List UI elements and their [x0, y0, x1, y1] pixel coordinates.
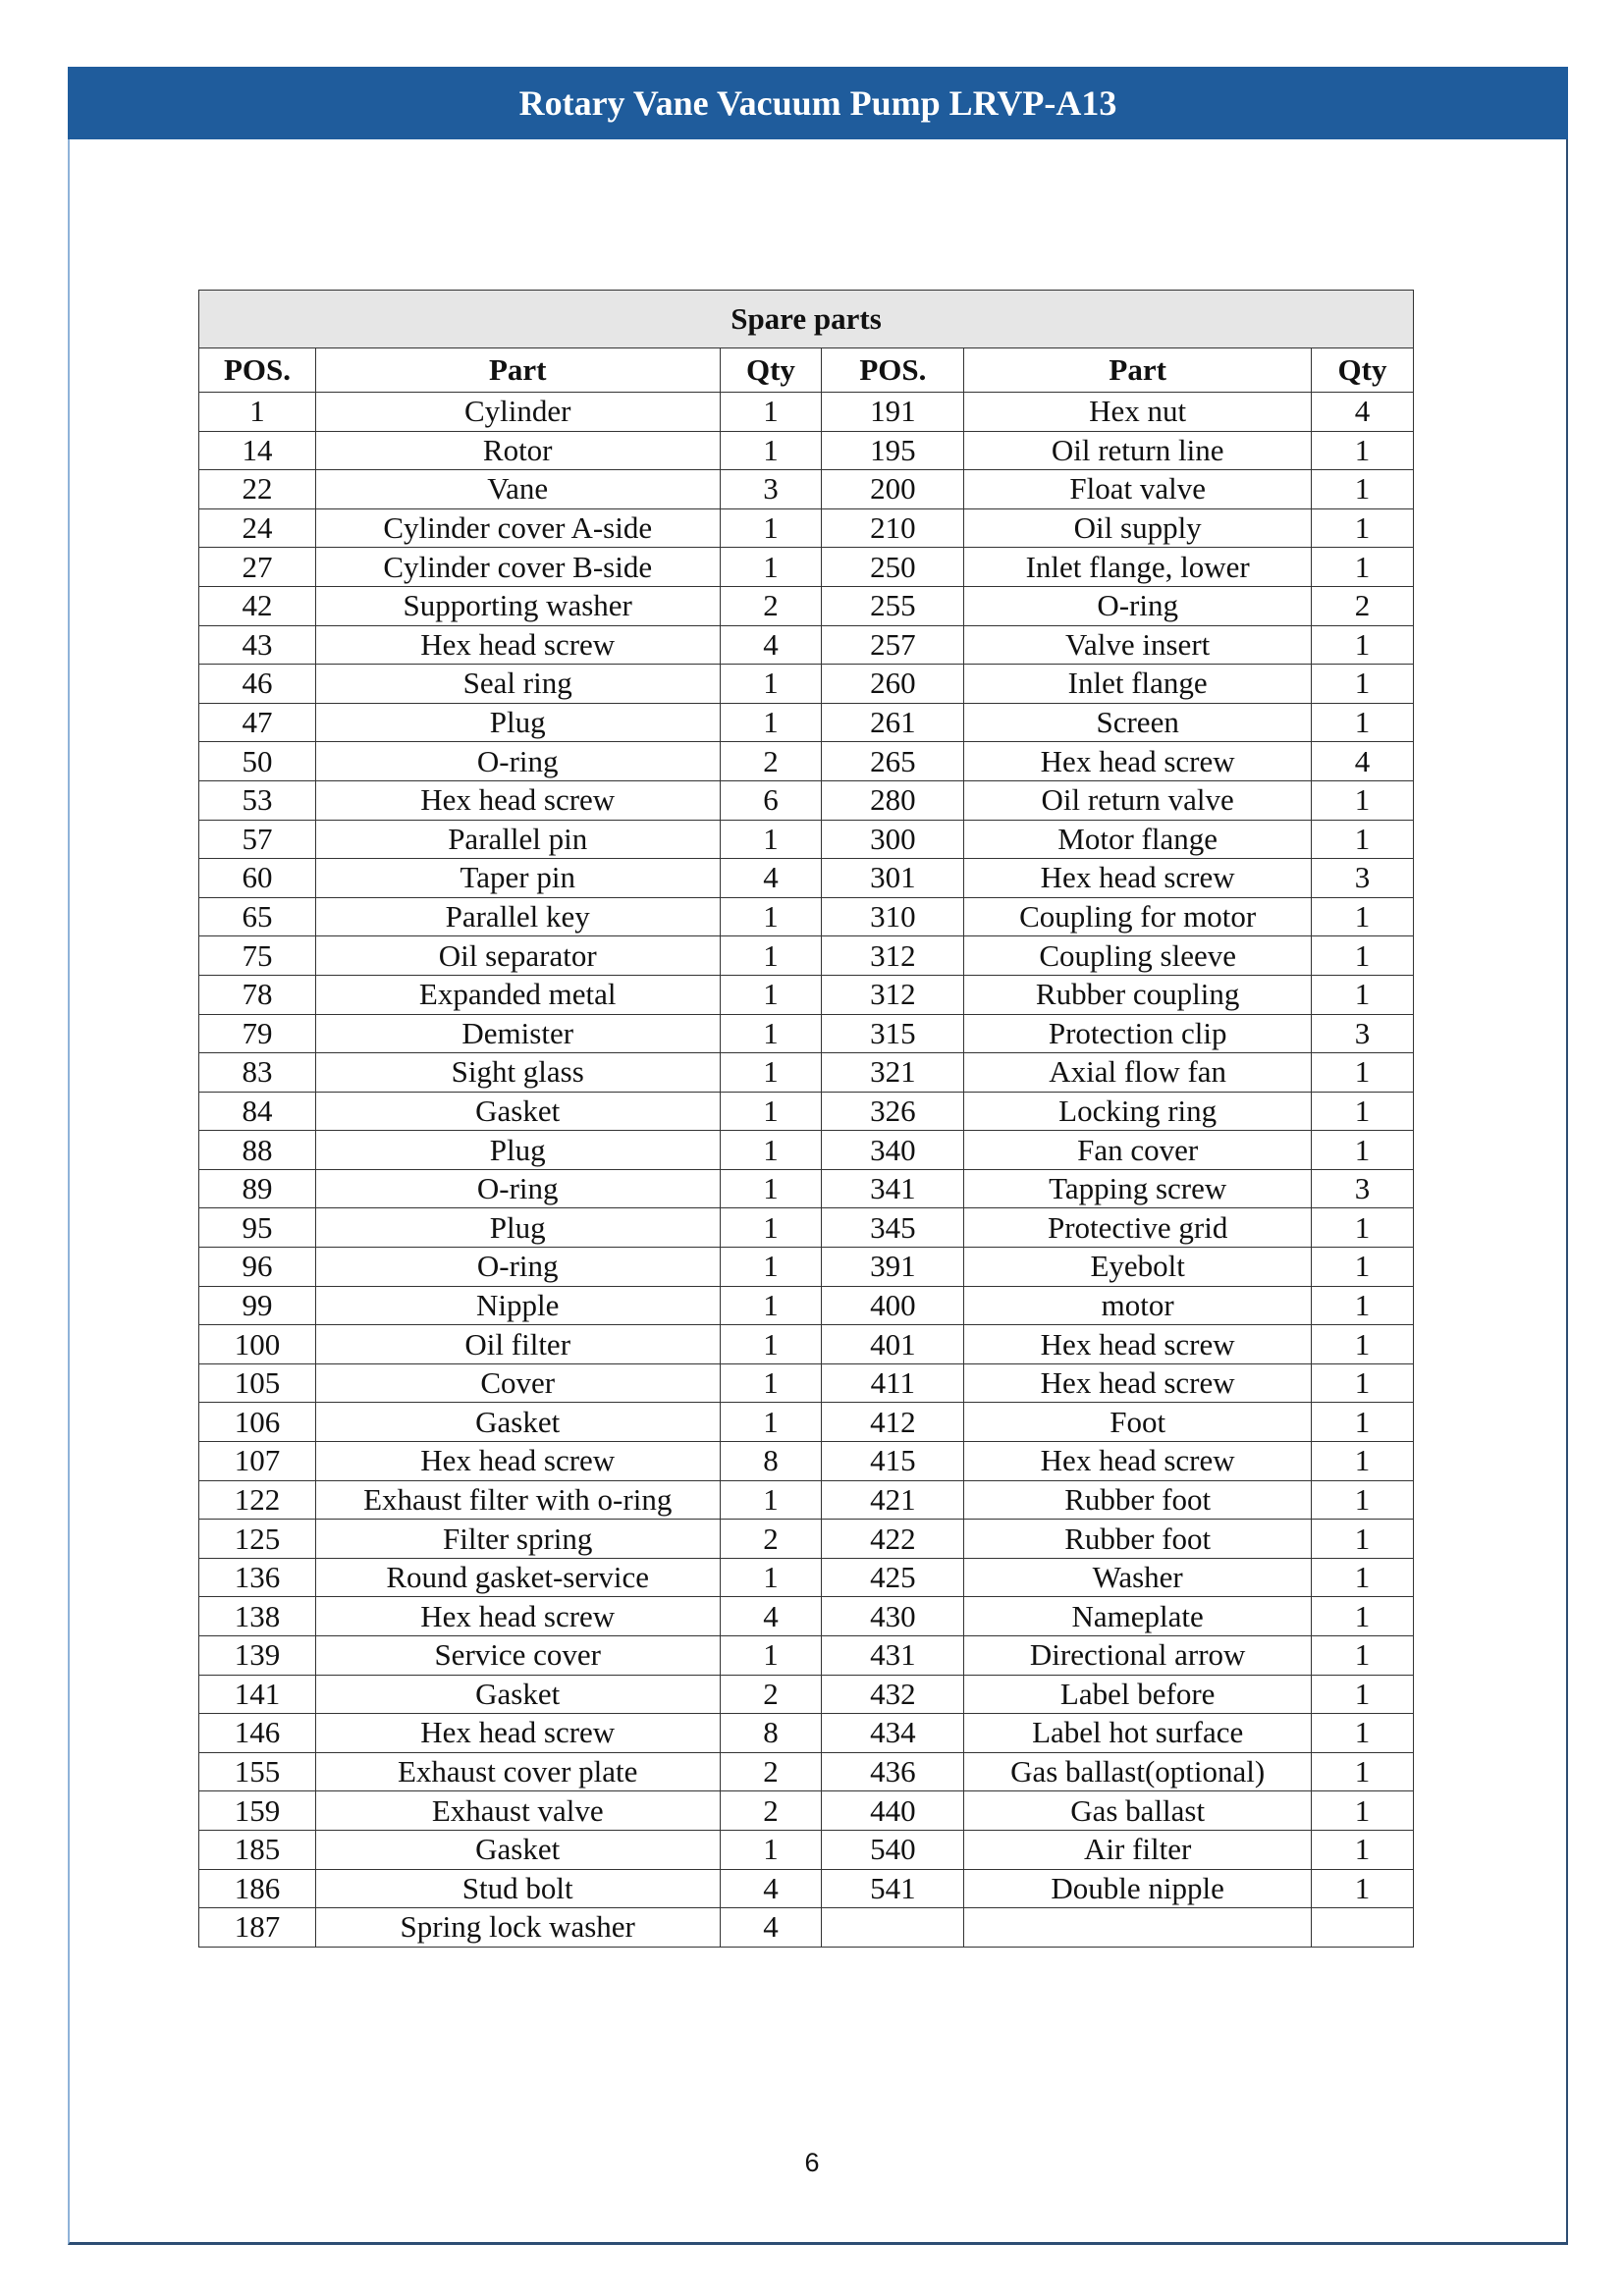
cell-part: Exhaust cover plate — [315, 1752, 720, 1791]
cell-part: Stud bolt — [315, 1869, 720, 1908]
cell-qty: 1 — [1312, 703, 1414, 742]
cell-qty: 2 — [720, 1791, 822, 1831]
cell-pos: 122 — [199, 1480, 316, 1520]
cell-qty: 1 — [720, 1092, 822, 1131]
cell-pos: 436 — [822, 1752, 964, 1791]
cell-pos: 301 — [822, 859, 964, 898]
cell-part: Cylinder cover A-side — [315, 508, 720, 548]
cell-pos: 401 — [822, 1325, 964, 1364]
cell-pos: 187 — [199, 1908, 316, 1948]
table-row — [199, 1248, 1414, 1287]
cell-qty: 1 — [1312, 1558, 1414, 1597]
cell-pos: 265 — [822, 742, 964, 781]
cell-qty: 2 — [720, 742, 822, 781]
cell-part: Axial flow fan — [964, 1053, 1312, 1093]
cell-qty: 1 — [720, 1325, 822, 1364]
cell-pos: 312 — [822, 936, 964, 976]
cell-pos: 280 — [822, 780, 964, 820]
cell-qty: 4 — [720, 1597, 822, 1636]
cell-qty: 1 — [720, 1636, 822, 1676]
table-row — [199, 897, 1414, 936]
cell-pos: 415 — [822, 1442, 964, 1481]
table-row — [199, 431, 1414, 470]
cell-qty: 2 — [720, 586, 822, 625]
cell-qty: 2 — [1312, 586, 1414, 625]
cell-pos: 185 — [199, 1830, 316, 1869]
cell-pos: 541 — [822, 1869, 964, 1908]
cell-part: O-ring — [315, 1169, 720, 1208]
table-row — [199, 1169, 1414, 1208]
cell-pos: 100 — [199, 1325, 316, 1364]
cell-pos: 310 — [822, 897, 964, 936]
cell-qty: 3 — [720, 470, 822, 509]
table-row — [199, 936, 1414, 976]
cell-pos: 260 — [822, 665, 964, 704]
cell-part: Valve insert — [964, 625, 1312, 665]
cell-qty: 1 — [1312, 1675, 1414, 1714]
table-row — [199, 586, 1414, 625]
cell-qty: 1 — [1312, 1830, 1414, 1869]
table-row — [199, 1830, 1414, 1869]
cell-pos: 400 — [822, 1286, 964, 1325]
cell-qty — [1312, 1908, 1414, 1948]
cell-part: Gas ballast — [964, 1791, 1312, 1831]
cell-part: Directional arrow — [964, 1636, 1312, 1676]
cell-qty: 1 — [720, 1014, 822, 1053]
cell-pos: 96 — [199, 1248, 316, 1287]
cell-qty: 4 — [720, 1869, 822, 1908]
cell-pos: 99 — [199, 1286, 316, 1325]
cell-qty: 1 — [1312, 897, 1414, 936]
cell-pos: 159 — [199, 1791, 316, 1831]
cell-qty: 2 — [720, 1752, 822, 1791]
cell-part: Gasket — [315, 1675, 720, 1714]
cell-part: Float valve — [964, 470, 1312, 509]
cell-part: Oil supply — [964, 508, 1312, 548]
header-bar — [68, 67, 1568, 139]
cell-pos: 84 — [199, 1092, 316, 1131]
cell-qty: 4 — [1312, 742, 1414, 781]
cell-pos: 341 — [822, 1169, 964, 1208]
cell-part: Locking ring — [964, 1092, 1312, 1131]
cell-pos: 191 — [822, 393, 964, 432]
cell-pos: 24 — [199, 508, 316, 548]
cell-part: Rotor — [315, 431, 720, 470]
table-row — [199, 780, 1414, 820]
table-row — [199, 859, 1414, 898]
cell-qty: 1 — [1312, 548, 1414, 587]
column-header-qty: Qty — [720, 348, 822, 393]
cell-pos: 422 — [822, 1520, 964, 1559]
cell-pos: 440 — [822, 1791, 964, 1831]
cell-part: Hex head screw — [315, 1714, 720, 1753]
cell-qty: 1 — [720, 897, 822, 936]
cell-part: Coupling sleeve — [964, 936, 1312, 976]
cell-part: Plug — [315, 1131, 720, 1170]
cell-qty: 1 — [720, 975, 822, 1014]
cell-qty: 1 — [1312, 1520, 1414, 1559]
cell-part: Screen — [964, 703, 1312, 742]
cell-pos: 340 — [822, 1131, 964, 1170]
cell-part: Parallel pin — [315, 820, 720, 859]
cell-pos: 88 — [199, 1131, 316, 1170]
cell-part: Demister — [315, 1014, 720, 1053]
table-row — [199, 1286, 1414, 1325]
cell-qty: 1 — [720, 548, 822, 587]
table-row — [199, 820, 1414, 859]
cell-pos: 27 — [199, 548, 316, 587]
cell-qty: 1 — [1312, 780, 1414, 820]
cell-part: Hex head screw — [315, 1597, 720, 1636]
cell-qty: 1 — [720, 1208, 822, 1248]
cell-part: Inlet flange, lower — [964, 548, 1312, 587]
cell-pos: 421 — [822, 1480, 964, 1520]
cell-part: Plug — [315, 1208, 720, 1248]
cell-qty: 1 — [720, 665, 822, 704]
cell-part: Coupling for motor — [964, 897, 1312, 936]
cell-qty: 1 — [1312, 1208, 1414, 1248]
cell-pos: 138 — [199, 1597, 316, 1636]
cell-qty: 1 — [720, 1363, 822, 1403]
table-row — [199, 508, 1414, 548]
cell-qty: 1 — [1312, 665, 1414, 704]
table-row — [199, 1908, 1414, 1948]
cell-pos: 391 — [822, 1248, 964, 1287]
table-row — [199, 703, 1414, 742]
cell-qty: 1 — [1312, 1597, 1414, 1636]
cell-qty: 8 — [720, 1714, 822, 1753]
cell-part: Exhaust valve — [315, 1791, 720, 1831]
table-row — [199, 1363, 1414, 1403]
cell-part: Cylinder — [315, 393, 720, 432]
cell-qty: 1 — [1312, 1403, 1414, 1442]
cell-qty: 1 — [720, 820, 822, 859]
cell-qty: 4 — [1312, 393, 1414, 432]
cell-pos: 89 — [199, 1169, 316, 1208]
cell-qty: 1 — [1312, 1092, 1414, 1131]
cell-pos: 22 — [199, 470, 316, 509]
cell-qty: 4 — [720, 625, 822, 665]
cell-qty: 1 — [1312, 625, 1414, 665]
table-row — [199, 1053, 1414, 1093]
cell-qty: 1 — [720, 703, 822, 742]
table-row — [199, 742, 1414, 781]
cell-part: Fan cover — [964, 1131, 1312, 1170]
cell-qty: 1 — [720, 431, 822, 470]
cell-pos: 200 — [822, 470, 964, 509]
cell-part: Foot — [964, 1403, 1312, 1442]
cell-part: Sight glass — [315, 1053, 720, 1093]
cell-qty: 1 — [720, 936, 822, 976]
cell-part: Label before — [964, 1675, 1312, 1714]
table-row — [199, 1208, 1414, 1248]
cell-part: Air filter — [964, 1830, 1312, 1869]
cell-pos: 57 — [199, 820, 316, 859]
cell-qty: 1 — [1312, 1791, 1414, 1831]
cell-pos: 434 — [822, 1714, 964, 1753]
cell-part: Nipple — [315, 1286, 720, 1325]
table-row — [199, 1014, 1414, 1053]
cell-pos: 425 — [822, 1558, 964, 1597]
cell-qty: 1 — [1312, 1248, 1414, 1287]
cell-qty: 1 — [1312, 975, 1414, 1014]
cell-pos: 47 — [199, 703, 316, 742]
cell-pos: 186 — [199, 1869, 316, 1908]
cell-pos: 430 — [822, 1597, 964, 1636]
cell-part: Inlet flange — [964, 665, 1312, 704]
cell-pos: 315 — [822, 1014, 964, 1053]
cell-part: Hex head screw — [315, 625, 720, 665]
cell-qty: 1 — [1312, 1053, 1414, 1093]
table-row — [199, 1869, 1414, 1908]
cell-qty: 1 — [1312, 1752, 1414, 1791]
cell-qty: 1 — [1312, 431, 1414, 470]
cell-part: Spring lock washer — [315, 1908, 720, 1948]
cell-qty: 1 — [720, 1248, 822, 1287]
cell-part: Oil separator — [315, 936, 720, 976]
cell-pos: 432 — [822, 1675, 964, 1714]
cell-qty: 1 — [720, 1169, 822, 1208]
cell-qty: 1 — [1312, 1442, 1414, 1481]
column-header-qty: Qty — [1312, 348, 1414, 393]
column-header-part: Part — [964, 348, 1312, 393]
cell-qty: 6 — [720, 780, 822, 820]
cell-pos: 195 — [822, 431, 964, 470]
column-header-pos: POS. — [199, 348, 316, 393]
cell-qty: 1 — [720, 1480, 822, 1520]
cell-pos: 83 — [199, 1053, 316, 1093]
table-row — [199, 1791, 1414, 1831]
cell-qty: 1 — [1312, 1714, 1414, 1753]
cell-qty: 1 — [1312, 1480, 1414, 1520]
cell-pos: 250 — [822, 548, 964, 587]
table-row — [199, 393, 1414, 432]
table-row — [199, 1131, 1414, 1170]
cell-pos: 146 — [199, 1714, 316, 1753]
table-row — [199, 1714, 1414, 1753]
cell-part: Cylinder cover B-side — [315, 548, 720, 587]
cell-part: Eyebolt — [964, 1248, 1312, 1287]
cell-part: Washer — [964, 1558, 1312, 1597]
cell-part: Tapping screw — [964, 1169, 1312, 1208]
cell-pos: 540 — [822, 1830, 964, 1869]
cell-part: Parallel key — [315, 897, 720, 936]
cell-part: Oil filter — [315, 1325, 720, 1364]
cell-pos — [822, 1908, 964, 1948]
cell-qty: 1 — [720, 1053, 822, 1093]
cell-part: Gasket — [315, 1403, 720, 1442]
cell-pos: 106 — [199, 1403, 316, 1442]
cell-qty: 1 — [1312, 820, 1414, 859]
cell-pos: 300 — [822, 820, 964, 859]
cell-qty: 1 — [1312, 1636, 1414, 1676]
cell-part: O-ring — [964, 586, 1312, 625]
cell-part: motor — [964, 1286, 1312, 1325]
cell-pos: 412 — [822, 1403, 964, 1442]
table-row — [199, 1480, 1414, 1520]
table-row — [199, 1403, 1414, 1442]
table-row — [199, 1092, 1414, 1131]
cell-part: Gasket — [315, 1830, 720, 1869]
cell-part: Hex head screw — [964, 1325, 1312, 1364]
cell-qty: 1 — [1312, 1325, 1414, 1364]
cell-pos: 155 — [199, 1752, 316, 1791]
cell-pos: 43 — [199, 625, 316, 665]
cell-part: Supporting washer — [315, 586, 720, 625]
table-row — [199, 1325, 1414, 1364]
cell-part: Motor flange — [964, 820, 1312, 859]
cell-part: O-ring — [315, 742, 720, 781]
table-header-row — [199, 348, 1414, 393]
table-row — [199, 1675, 1414, 1714]
cell-qty: 1 — [1312, 508, 1414, 548]
cell-part: Hex head screw — [964, 742, 1312, 781]
cell-pos: 46 — [199, 665, 316, 704]
cell-pos: 139 — [199, 1636, 316, 1676]
cell-part: Vane — [315, 470, 720, 509]
cell-pos: 136 — [199, 1558, 316, 1597]
column-header-pos: POS. — [822, 348, 964, 393]
cell-qty: 1 — [1312, 470, 1414, 509]
column-header-part: Part — [315, 348, 720, 393]
cell-qty: 1 — [1312, 1286, 1414, 1325]
cell-pos: 42 — [199, 586, 316, 625]
cell-part: Expanded metal — [315, 975, 720, 1014]
cell-part: Hex head screw — [964, 859, 1312, 898]
cell-qty: 1 — [1312, 1363, 1414, 1403]
cell-part: Hex head screw — [315, 1442, 720, 1481]
cell-qty: 1 — [720, 508, 822, 548]
cell-part — [964, 1908, 1312, 1948]
table-row — [199, 975, 1414, 1014]
cell-qty: 1 — [1312, 936, 1414, 976]
table-row — [199, 1597, 1414, 1636]
cell-part: Oil return line — [964, 431, 1312, 470]
cell-part: Hex head screw — [315, 780, 720, 820]
cell-pos: 105 — [199, 1363, 316, 1403]
cell-part: Taper pin — [315, 859, 720, 898]
cell-part: Double nipple — [964, 1869, 1312, 1908]
cell-qty: 1 — [1312, 1869, 1414, 1908]
cell-part: Round gasket-service — [315, 1558, 720, 1597]
cell-pos: 75 — [199, 936, 316, 976]
cell-pos: 261 — [822, 703, 964, 742]
cell-pos: 78 — [199, 975, 316, 1014]
cell-pos: 50 — [199, 742, 316, 781]
cell-qty: 1 — [720, 1558, 822, 1597]
cell-qty: 2 — [720, 1675, 822, 1714]
table-row — [199, 1752, 1414, 1791]
table-row — [199, 625, 1414, 665]
cell-part: Gasket — [315, 1092, 720, 1131]
cell-qty: 4 — [720, 859, 822, 898]
cell-part: Hex head screw — [964, 1442, 1312, 1481]
cell-pos: 326 — [822, 1092, 964, 1131]
cell-pos: 65 — [199, 897, 316, 936]
cell-pos: 431 — [822, 1636, 964, 1676]
cell-pos: 60 — [199, 859, 316, 898]
table-row — [199, 1520, 1414, 1559]
cell-part: Rubber foot — [964, 1520, 1312, 1559]
cell-qty: 8 — [720, 1442, 822, 1481]
cell-qty: 2 — [720, 1520, 822, 1559]
cell-part: Filter spring — [315, 1520, 720, 1559]
cell-pos: 141 — [199, 1675, 316, 1714]
table-row — [199, 470, 1414, 509]
cell-qty: 4 — [720, 1908, 822, 1948]
cell-part: Plug — [315, 703, 720, 742]
table-row — [199, 665, 1414, 704]
cell-part: Rubber foot — [964, 1480, 1312, 1520]
cell-qty: 1 — [720, 1830, 822, 1869]
cell-pos: 1 — [199, 393, 316, 432]
table-row — [199, 1558, 1414, 1597]
cell-qty: 1 — [720, 1403, 822, 1442]
cell-part: Hex head screw — [964, 1363, 1312, 1403]
spare-parts-table — [198, 290, 1414, 1948]
cell-qty: 1 — [1312, 1131, 1414, 1170]
cell-part: Protection clip — [964, 1014, 1312, 1053]
cell-pos: 312 — [822, 975, 964, 1014]
cell-qty: 3 — [1312, 1169, 1414, 1208]
cell-qty: 1 — [720, 1286, 822, 1325]
cell-pos: 107 — [199, 1442, 316, 1481]
table-body — [199, 393, 1414, 1948]
cell-part: O-ring — [315, 1248, 720, 1287]
table-row — [199, 548, 1414, 587]
cell-part: Nameplate — [964, 1597, 1312, 1636]
cell-part: Seal ring — [315, 665, 720, 704]
cell-qty: 3 — [1312, 859, 1414, 898]
cell-part: Service cover — [315, 1636, 720, 1676]
cell-qty: 1 — [720, 393, 822, 432]
cell-part: Cover — [315, 1363, 720, 1403]
cell-pos: 411 — [822, 1363, 964, 1403]
table-row — [199, 1442, 1414, 1481]
cell-pos: 210 — [822, 508, 964, 548]
cell-part: Gas ballast(optional) — [964, 1752, 1312, 1791]
page-number: 6 — [804, 2148, 820, 2177]
table-caption: Spare parts — [199, 291, 1414, 348]
cell-part: Label hot surface — [964, 1714, 1312, 1753]
cell-pos: 53 — [199, 780, 316, 820]
cell-pos: 255 — [822, 586, 964, 625]
cell-qty: 1 — [720, 1131, 822, 1170]
cell-pos: 321 — [822, 1053, 964, 1093]
cell-part: Exhaust filter with o-ring — [315, 1480, 720, 1520]
cell-pos: 345 — [822, 1208, 964, 1248]
cell-pos: 79 — [199, 1014, 316, 1053]
cell-part: Protective grid — [964, 1208, 1312, 1248]
table-row — [199, 1636, 1414, 1676]
cell-qty: 3 — [1312, 1014, 1414, 1053]
cell-part: Rubber coupling — [964, 975, 1312, 1014]
table-caption-row — [199, 291, 1414, 348]
cell-pos: 14 — [199, 431, 316, 470]
cell-pos: 257 — [822, 625, 964, 665]
cell-pos: 125 — [199, 1520, 316, 1559]
page-title: Rotary Vane Vacuum Pump LRVP-A13 — [518, 83, 1117, 123]
cell-part: Hex nut — [964, 393, 1312, 432]
cell-pos: 95 — [199, 1208, 316, 1248]
cell-part: Oil return valve — [964, 780, 1312, 820]
